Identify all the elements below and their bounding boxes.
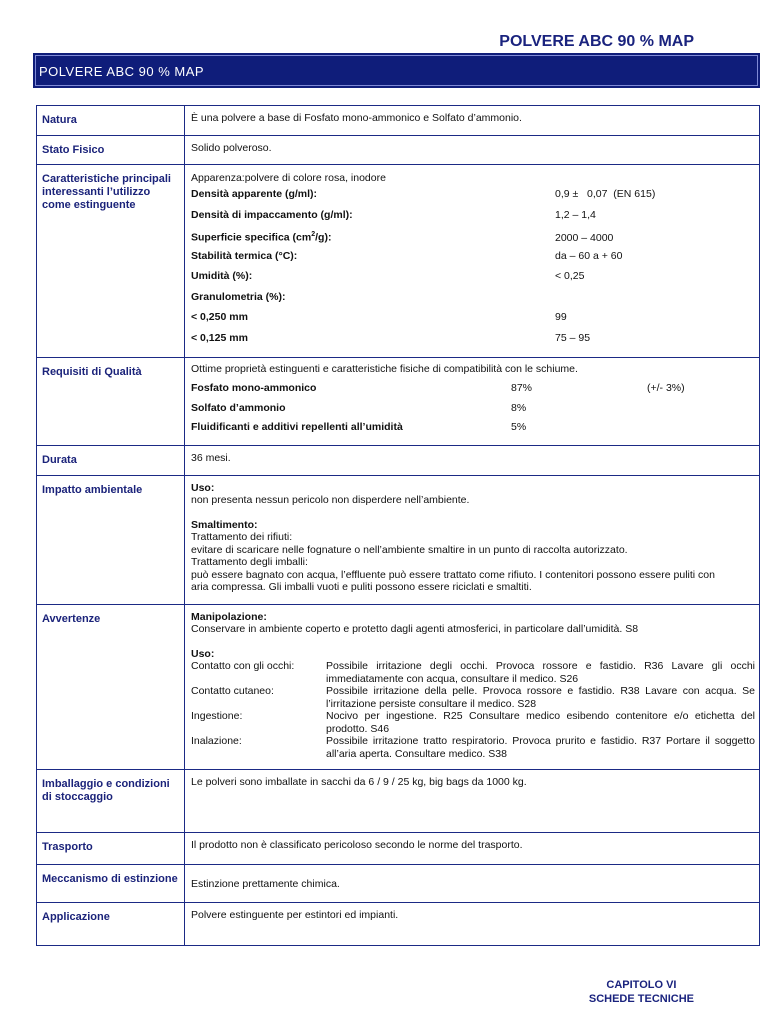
prop-superficie-specifica: Superficie specifica $(cm^2/g)$: (191, 231, 332, 244)
req-fluidificanti-pct: 5% (511, 421, 527, 433)
prop-densita-impaccamento: Densità di impaccamento (g/ml): (191, 208, 353, 221)
val-gran-0250: 99 (555, 311, 567, 323)
avvertenze-manipolazione-text: Conservare in ambiente coperto e protetto dagli agenti atmosferici, in particolare dall’umidità. S8 (191, 623, 639, 635)
value-durata: 36 mesi. (185, 445, 760, 475)
smaltimento-line: Trattamento dei rifiuti: (191, 531, 293, 543)
value-stato-fisico: Solido polveroso. (185, 136, 760, 165)
label-meccanismo: Meccanismo di estinzione (37, 864, 185, 902)
label-impatto: Impatto ambientale (37, 475, 185, 604)
value-meccanismo: Estinzione prettamente chimica. (185, 864, 760, 902)
avvertenze-manipolazione-heading: Manipolazione: (191, 610, 267, 623)
avvertenza-key: Ingestione: (191, 710, 243, 722)
avvertenza-text: Possibile irritazione degli occhi. Provoca rossore e fastidio. R36 Lavare gli occhi immediatamente con acqua, consultare il medico. S26 (326, 660, 755, 685)
prop-densita-apparente: Densità apparente (g/ml): (191, 188, 318, 200)
row-durata (37, 445, 760, 475)
impatto-smaltimento-heading: Smaltimento: (191, 518, 258, 531)
row-imballaggio (37, 769, 760, 832)
value-applicazione: Polvere estinguente per estintori ed impianti. (185, 902, 760, 945)
chapter-footer (589, 978, 694, 1006)
row-trasporto (37, 832, 760, 864)
prop-gran-0125: < 0,125 mm (191, 331, 248, 344)
val-stabilita-termica: da – 60 a + 60 (555, 249, 623, 262)
page-title: POLVERE ABC 90 % MAP (499, 33, 694, 50)
chapter-number: CAPITOLO VI (606, 979, 677, 991)
avvertenza-text: Nocivo per ingestione. R25 Consultare medico esibendo contenitore e/o etichetta del prodotto. S46 (326, 710, 755, 735)
avvertenza-key: Contatto cutaneo: (191, 685, 274, 697)
req-solfato: Solfato d’ammonio (191, 401, 286, 414)
prop-stabilita-termica: Stabilità termica (°C): (191, 249, 298, 262)
prop-gran-0250: < 0,250 mm (191, 311, 248, 323)
req-fosfato: Fosfato mono-ammonico (191, 382, 317, 394)
label-avvertenze: Avvertenze (37, 604, 185, 769)
val-superficie-specifica: 2000 – 4000 (555, 231, 614, 244)
row-impatto (37, 475, 760, 604)
label-caratteristiche: Caratteristiche principali interessanti l’utilizzo come estinguente (37, 165, 185, 358)
avvertenza-text: Possibile irritazione tratto respiratorio. Provoca prurito e fastidio. R37 Portare il soggetto all’aria aperta. Consultare medico. S38 (326, 735, 755, 760)
smaltimento-line: può essere bagnato con acqua, l’effluente può essere trattato come rifiuto. I contenitori possono essere puliti con aria compressa. Gli imballi vuoti e puliti possono essere riciclati e smaltiti. (191, 568, 715, 593)
label-requisiti: Requisiti di Qualità (37, 358, 185, 446)
label-natura: Natura (37, 106, 185, 136)
req-solfato-pct: 8% (511, 401, 527, 414)
value-natura: È una polvere a base di Fosfato mono-ammonico e Solfato d’ammonio. (185, 106, 760, 136)
value-trasporto: Il prodotto non è classificato pericoloso secondo le norme del trasporto. (185, 832, 760, 864)
title-banner (33, 53, 760, 88)
smaltimento-line: evitare di scaricare nelle fognature o nell’ambiente smaltire in un punto di raccolta autorizzato. (191, 543, 628, 556)
value-imballaggio: Le polveri sono imballate in sacchi da 6 / 9 / 25 kg, big bags da 1000 kg. (185, 769, 760, 832)
impatto-uso-text: non presenta nessun pericolo non disperdere nell’ambiente. (191, 494, 470, 506)
val-densita-apparente: 0,9 ± 0,07 (EN 615) (555, 188, 656, 200)
label-stato-fisico: Stato Fisico (37, 136, 185, 165)
req-fosfato-tol: (+/- 3%) (647, 382, 685, 394)
avvertenza-key: Contatto con gli occhi: (191, 660, 295, 672)
val-densita-impaccamento: 1,2 – 1,4 (555, 208, 596, 221)
val-gran-0125: 75 – 95 (555, 331, 591, 344)
req-fluidificanti: Fluidificanti e additivi repellenti all’umidità (191, 421, 403, 433)
row-requisiti (37, 358, 760, 446)
prop-granulometria: Granulometria (%): (191, 290, 286, 303)
avvertenza-item (191, 735, 755, 760)
row-avvertenze (37, 604, 760, 769)
smaltimento-line: Trattamento degli imballi: (191, 556, 308, 568)
row-meccanismo (37, 864, 760, 902)
label-trasporto: Trasporto (37, 832, 185, 864)
banner-text: POLVERE ABC 90 % MAP (39, 64, 205, 79)
avvertenza-text: Possibile irritazione della pelle. Provoca rossore e fastidio. R38 Lavare con acqua. Se l’irritazione persiste consultare il medico. S28 (326, 685, 755, 710)
impatto-uso-heading: Uso: (191, 481, 215, 494)
row-applicazione (37, 902, 760, 945)
label-applicazione: Applicazione (37, 902, 185, 945)
avvertenza-item (191, 685, 755, 710)
caratteristiche-intro: Apparenza:polvere di colore rosa, inodore (191, 172, 386, 184)
avvertenze-uso-heading: Uso: (191, 647, 215, 660)
requisiti-intro: Ottime proprietà estinguenti e caratteristiche fisiche di compatibilità con le schiume. (191, 363, 578, 375)
row-caratteristiche (37, 165, 760, 358)
avvertenza-item (191, 710, 755, 735)
avvertenza-key: Inalazione: (191, 735, 242, 747)
req-fosfato-pct: 87% (511, 382, 533, 394)
avvertenza-item (191, 660, 755, 685)
val-umidita: < 0,25 (555, 270, 585, 282)
row-stato-fisico (37, 136, 760, 165)
label-imballaggio: Imballaggio e condizioni di stoccaggio (37, 769, 185, 832)
label-durata: Durata (37, 445, 185, 475)
row-natura (37, 106, 760, 136)
technical-sheet-table (36, 105, 760, 946)
prop-umidita: Umidità (%): (191, 270, 253, 282)
chapter-title: SCHEDE TECNICHE (588, 993, 694, 1005)
